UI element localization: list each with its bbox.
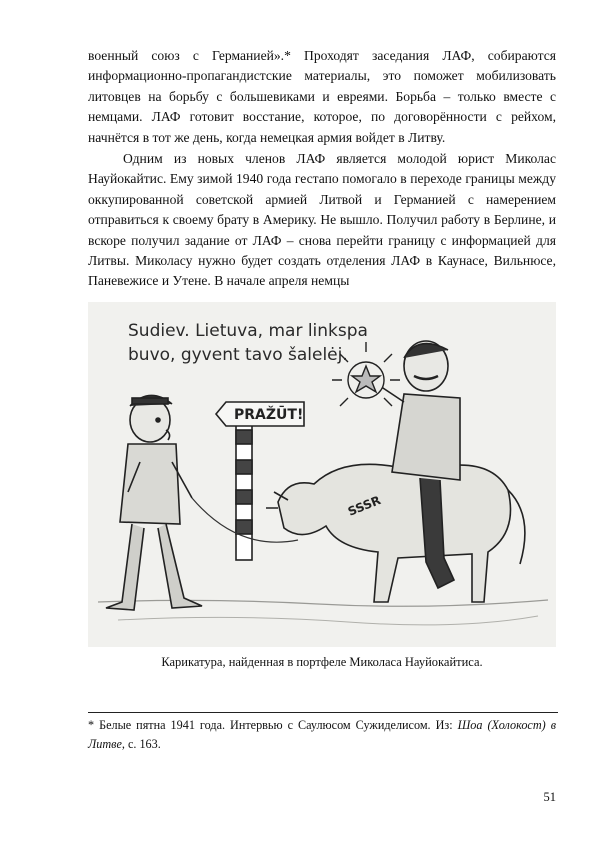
body-paragraph-2: Одним из новых членов ЛАФ является молодой юрист Миколас Науйокайтис. Ему зимой 1940 года гестапо помогало в переходе границы между оккупированной советской армией Литвой и Германией с намерением отправиться к своему брату в Америку. Не вышло. Получил работу в Берлине, и вскоре получил задание от ЛАФ – снова перейти границу с информацией для Литвы. Миколасу нужно будет создать отделения ЛАФ в Каунасе, Вильнюсе, Паневежисе и Утене. В начале апреля немцы xyxy=(88,151,556,289)
figure-caption: Карикатура, найденная в портфеле Миколаса Науйокайтиса. xyxy=(161,655,483,669)
footnote-marker: * xyxy=(88,718,95,732)
border-sign-text: PRAŽŪT! xyxy=(234,407,304,423)
footnote-page-ref: с. 163. xyxy=(127,737,161,751)
footnote-source-title: Шоа (Холокост) в Литве, xyxy=(88,718,556,751)
footnote xyxy=(88,716,556,754)
cartoon-inscription-line-2: buvo, gyvent tavo šalelėj. xyxy=(128,345,348,365)
body-paragraph-1: военный союз с Германией».* Проходят заседания ЛАФ, собираются информационно-пропагандистские материалы, это поможет мобилизовать литовцев на борьбу с большевиками и евреями. Борьба – только вместе с немцами. ЛАФ готовит восстание, которое, по договорённости с рейхом, начнётся в тот же день, когда немецкая армия войдет в Литву. xyxy=(88,48,556,145)
footnote-separator xyxy=(88,712,558,713)
cartoon-illustration xyxy=(88,302,556,647)
cartoon-drawing xyxy=(88,302,556,647)
page-number: 51 xyxy=(543,790,556,804)
footnote-text: Белые пятна 1941 года. Интервью с Саулюсом Сужиделисом. Из: xyxy=(99,718,453,732)
cartoon-inscription-line-1: Sudiev. Lietuva, mar linkspa xyxy=(128,321,368,341)
horse-label-text: SSSR xyxy=(345,493,383,519)
